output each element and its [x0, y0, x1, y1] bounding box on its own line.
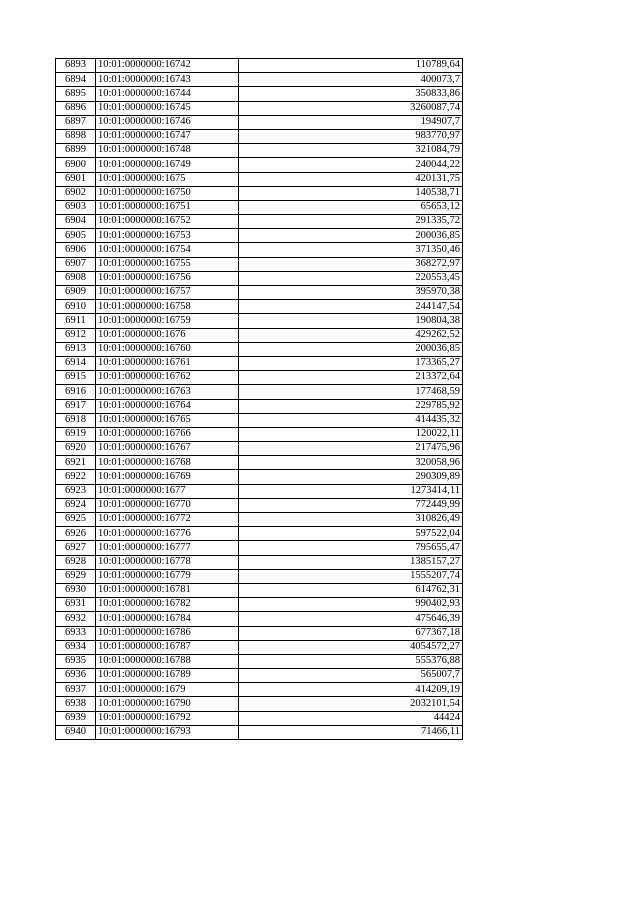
row-number-cell: 6921 [56, 456, 96, 470]
row-number-cell: 6939 [56, 711, 96, 725]
row-number-cell: 6904 [56, 215, 96, 229]
row-number-cell: 6907 [56, 257, 96, 271]
row-number-cell: 6898 [56, 129, 96, 143]
table-row [56, 640, 463, 654]
cadastral-number-cell: 10:01:0000000:16787 [96, 640, 239, 654]
row-number-cell: 6931 [56, 598, 96, 612]
value-cell: 290309,89 [239, 470, 463, 484]
row-number-cell: 6922 [56, 470, 96, 484]
row-number-cell: 6900 [56, 158, 96, 172]
cadastral-number-cell: 10:01:0000000:16748 [96, 144, 239, 158]
cadastral-number-cell: 10:01:0000000:16789 [96, 669, 239, 683]
table-row [56, 498, 463, 512]
cadastral-number-cell: 10:01:0000000:16779 [96, 569, 239, 583]
row-number-cell: 6936 [56, 669, 96, 683]
row-number-cell: 6908 [56, 271, 96, 285]
table-row [56, 654, 463, 668]
value-cell: 291335,72 [239, 215, 463, 229]
cadastral-number-cell: 10:01:0000000:16781 [96, 583, 239, 597]
value-cell: 320058,96 [239, 456, 463, 470]
row-number-cell: 6917 [56, 399, 96, 413]
cadastral-number-cell: 10:01:0000000:16762 [96, 371, 239, 385]
value-cell: 200036,85 [239, 229, 463, 243]
value-cell: 4054572,27 [239, 640, 463, 654]
row-number-cell: 6929 [56, 569, 96, 583]
table-row [56, 527, 463, 541]
value-cell: 565007,7 [239, 669, 463, 683]
table-row [56, 144, 463, 158]
cadastral-number-cell: 10:01:0000000:16760 [96, 342, 239, 356]
row-number-cell: 6902 [56, 186, 96, 200]
value-cell: 200036,85 [239, 342, 463, 356]
cadastral-number-cell: 10:01:0000000:16776 [96, 527, 239, 541]
table-row [56, 314, 463, 328]
value-cell: 429262,52 [239, 328, 463, 342]
row-number-cell: 6924 [56, 498, 96, 512]
table-row [56, 399, 463, 413]
table-row [56, 286, 463, 300]
cadastral-number-cell: 10:01:0000000:16764 [96, 399, 239, 413]
row-number-cell: 6926 [56, 527, 96, 541]
table-row [56, 569, 463, 583]
table-row [56, 371, 463, 385]
row-number-cell: 6912 [56, 328, 96, 342]
value-cell: 614762,31 [239, 583, 463, 597]
cadastral-number-cell: 10:01:0000000:16746 [96, 115, 239, 129]
table-row [56, 669, 463, 683]
table-row [56, 186, 463, 200]
table-row [56, 87, 463, 101]
cadastral-number-cell: 10:01:0000000:16772 [96, 513, 239, 527]
cadastral-number-cell: 10:01:0000000:16770 [96, 498, 239, 512]
value-cell: 1385157,27 [239, 555, 463, 569]
value-cell: 475646,39 [239, 612, 463, 626]
row-number-cell: 6925 [56, 513, 96, 527]
cadastral-number-cell: 10:01:0000000:16744 [96, 87, 239, 101]
row-number-cell: 6938 [56, 697, 96, 711]
row-number-cell: 6893 [56, 59, 96, 73]
row-number-cell: 6930 [56, 583, 96, 597]
cadastral-number-cell: 10:01:0000000:16750 [96, 186, 239, 200]
table-row [56, 612, 463, 626]
cadastral-number-cell: 10:01:0000000:1677 [96, 484, 239, 498]
table-row [56, 59, 463, 73]
table-row [56, 470, 463, 484]
cadastral-number-cell: 10:01:0000000:16759 [96, 314, 239, 328]
row-number-cell: 6919 [56, 427, 96, 441]
table-row [56, 342, 463, 356]
row-number-cell: 6894 [56, 73, 96, 87]
value-cell: 244147,54 [239, 300, 463, 314]
table-row [56, 413, 463, 427]
cadastral-number-cell: 10:01:0000000:16749 [96, 158, 239, 172]
table-row [56, 541, 463, 555]
row-number-cell: 6928 [56, 555, 96, 569]
row-number-cell: 6935 [56, 654, 96, 668]
value-cell: 414209,19 [239, 683, 463, 697]
row-number-cell: 6910 [56, 300, 96, 314]
value-cell: 990402,93 [239, 598, 463, 612]
cadastral-number-cell: 10:01:0000000:16755 [96, 257, 239, 271]
value-cell: 321084,79 [239, 144, 463, 158]
row-number-cell: 6911 [56, 314, 96, 328]
value-cell: 371350,46 [239, 243, 463, 257]
cadastral-number-cell: 10:01:0000000:1679 [96, 683, 239, 697]
cadastral-number-cell: 10:01:0000000:16769 [96, 470, 239, 484]
row-number-cell: 6937 [56, 683, 96, 697]
table-row [56, 442, 463, 456]
row-number-cell: 6895 [56, 87, 96, 101]
row-number-cell: 6934 [56, 640, 96, 654]
value-cell: 3260087,74 [239, 101, 463, 115]
row-number-cell: 6920 [56, 442, 96, 456]
table-row [56, 456, 463, 470]
value-cell: 597522,04 [239, 527, 463, 541]
value-cell: 71466,11 [239, 725, 463, 739]
cadastral-number-cell: 10:01:0000000:16743 [96, 73, 239, 87]
table-row [56, 697, 463, 711]
row-number-cell: 6909 [56, 286, 96, 300]
table-row [56, 229, 463, 243]
table-row [56, 427, 463, 441]
cadastral-value-table [55, 58, 463, 740]
cadastral-number-cell: 10:01:0000000:16778 [96, 555, 239, 569]
table-row [56, 271, 463, 285]
row-number-cell: 6906 [56, 243, 96, 257]
row-number-cell: 6940 [56, 725, 96, 739]
value-cell: 400073,7 [239, 73, 463, 87]
value-cell: 177468,59 [239, 385, 463, 399]
row-number-cell: 6897 [56, 115, 96, 129]
value-cell: 772449,99 [239, 498, 463, 512]
cadastral-number-cell: 10:01:0000000:16768 [96, 456, 239, 470]
table-row [56, 215, 463, 229]
row-number-cell: 6932 [56, 612, 96, 626]
value-cell: 555376,88 [239, 654, 463, 668]
row-number-cell: 6905 [56, 229, 96, 243]
value-cell: 190804,38 [239, 314, 463, 328]
cadastral-number-cell: 10:01:0000000:16754 [96, 243, 239, 257]
row-number-cell: 6901 [56, 172, 96, 186]
table-row [56, 257, 463, 271]
table-row [56, 158, 463, 172]
value-cell: 213372,64 [239, 371, 463, 385]
value-cell: 368272,97 [239, 257, 463, 271]
row-number-cell: 6933 [56, 626, 96, 640]
row-number-cell: 6914 [56, 356, 96, 370]
table-row [56, 115, 463, 129]
table-row [56, 626, 463, 640]
table-row [56, 328, 463, 342]
value-cell: 350833,86 [239, 87, 463, 101]
cadastral-number-cell: 10:01:0000000:16753 [96, 229, 239, 243]
cadastral-number-cell: 10:01:0000000:16761 [96, 356, 239, 370]
row-number-cell: 6918 [56, 413, 96, 427]
value-cell: 44424 [239, 711, 463, 725]
table-row [56, 200, 463, 214]
value-cell: 240044,22 [239, 158, 463, 172]
table-body [56, 59, 463, 740]
cadastral-number-cell: 10:01:0000000:16766 [96, 427, 239, 441]
value-cell: 1555207,74 [239, 569, 463, 583]
value-cell: 795655,47 [239, 541, 463, 555]
value-cell: 395970,38 [239, 286, 463, 300]
row-number-cell: 6916 [56, 385, 96, 399]
cadastral-number-cell: 10:01:0000000:1675 [96, 172, 239, 186]
value-cell: 229785,92 [239, 399, 463, 413]
cadastral-number-cell: 10:01:0000000:1676 [96, 328, 239, 342]
row-number-cell: 6896 [56, 101, 96, 115]
cadastral-number-cell: 10:01:0000000:16745 [96, 101, 239, 115]
value-cell: 120022,11 [239, 427, 463, 441]
table-row [56, 101, 463, 115]
table-row [56, 385, 463, 399]
value-cell: 173365,27 [239, 356, 463, 370]
cadastral-number-cell: 10:01:0000000:16765 [96, 413, 239, 427]
cadastral-number-cell: 10:01:0000000:16763 [96, 385, 239, 399]
value-cell: 220553,45 [239, 271, 463, 285]
table-row [56, 555, 463, 569]
row-number-cell: 6915 [56, 371, 96, 385]
table-row [56, 513, 463, 527]
value-cell: 983770,97 [239, 129, 463, 143]
value-cell: 414435,32 [239, 413, 463, 427]
row-number-cell: 6913 [56, 342, 96, 356]
table-row [56, 583, 463, 597]
table-row [56, 129, 463, 143]
table-row [56, 683, 463, 697]
table-row [56, 300, 463, 314]
value-cell: 110789,64 [239, 59, 463, 73]
cadastral-number-cell: 10:01:0000000:16756 [96, 271, 239, 285]
value-cell: 310826,49 [239, 513, 463, 527]
cadastral-number-cell: 10:01:0000000:16790 [96, 697, 239, 711]
cadastral-number-cell: 10:01:0000000:16758 [96, 300, 239, 314]
cadastral-number-cell: 10:01:0000000:16793 [96, 725, 239, 739]
value-cell: 65653,12 [239, 200, 463, 214]
table-row [56, 598, 463, 612]
cadastral-number-cell: 10:01:0000000:16742 [96, 59, 239, 73]
cadastral-number-cell: 10:01:0000000:16752 [96, 215, 239, 229]
row-number-cell: 6927 [56, 541, 96, 555]
cadastral-number-cell: 10:01:0000000:16782 [96, 598, 239, 612]
value-cell: 194907,7 [239, 115, 463, 129]
value-cell: 420131,75 [239, 172, 463, 186]
cadastral-number-cell: 10:01:0000000:16786 [96, 626, 239, 640]
table-row [56, 711, 463, 725]
cadastral-number-cell: 10:01:0000000:16784 [96, 612, 239, 626]
value-cell: 1273414,11 [239, 484, 463, 498]
cadastral-number-cell: 10:01:0000000:16777 [96, 541, 239, 555]
value-cell: 140538,71 [239, 186, 463, 200]
cadastral-number-cell: 10:01:0000000:16767 [96, 442, 239, 456]
row-number-cell: 6923 [56, 484, 96, 498]
table-row [56, 356, 463, 370]
value-cell: 2032101,54 [239, 697, 463, 711]
cadastral-number-cell: 10:01:0000000:16747 [96, 129, 239, 143]
cadastral-number-cell: 10:01:0000000:16751 [96, 200, 239, 214]
value-cell: 677367,18 [239, 626, 463, 640]
value-cell: 217475,96 [239, 442, 463, 456]
table-row [56, 172, 463, 186]
table-row [56, 725, 463, 739]
table-row [56, 484, 463, 498]
row-number-cell: 6903 [56, 200, 96, 214]
table-row [56, 243, 463, 257]
cadastral-number-cell: 10:01:0000000:16792 [96, 711, 239, 725]
cadastral-number-cell: 10:01:0000000:16757 [96, 286, 239, 300]
row-number-cell: 6899 [56, 144, 96, 158]
cadastral-number-cell: 10:01:0000000:16788 [96, 654, 239, 668]
table-row [56, 73, 463, 87]
